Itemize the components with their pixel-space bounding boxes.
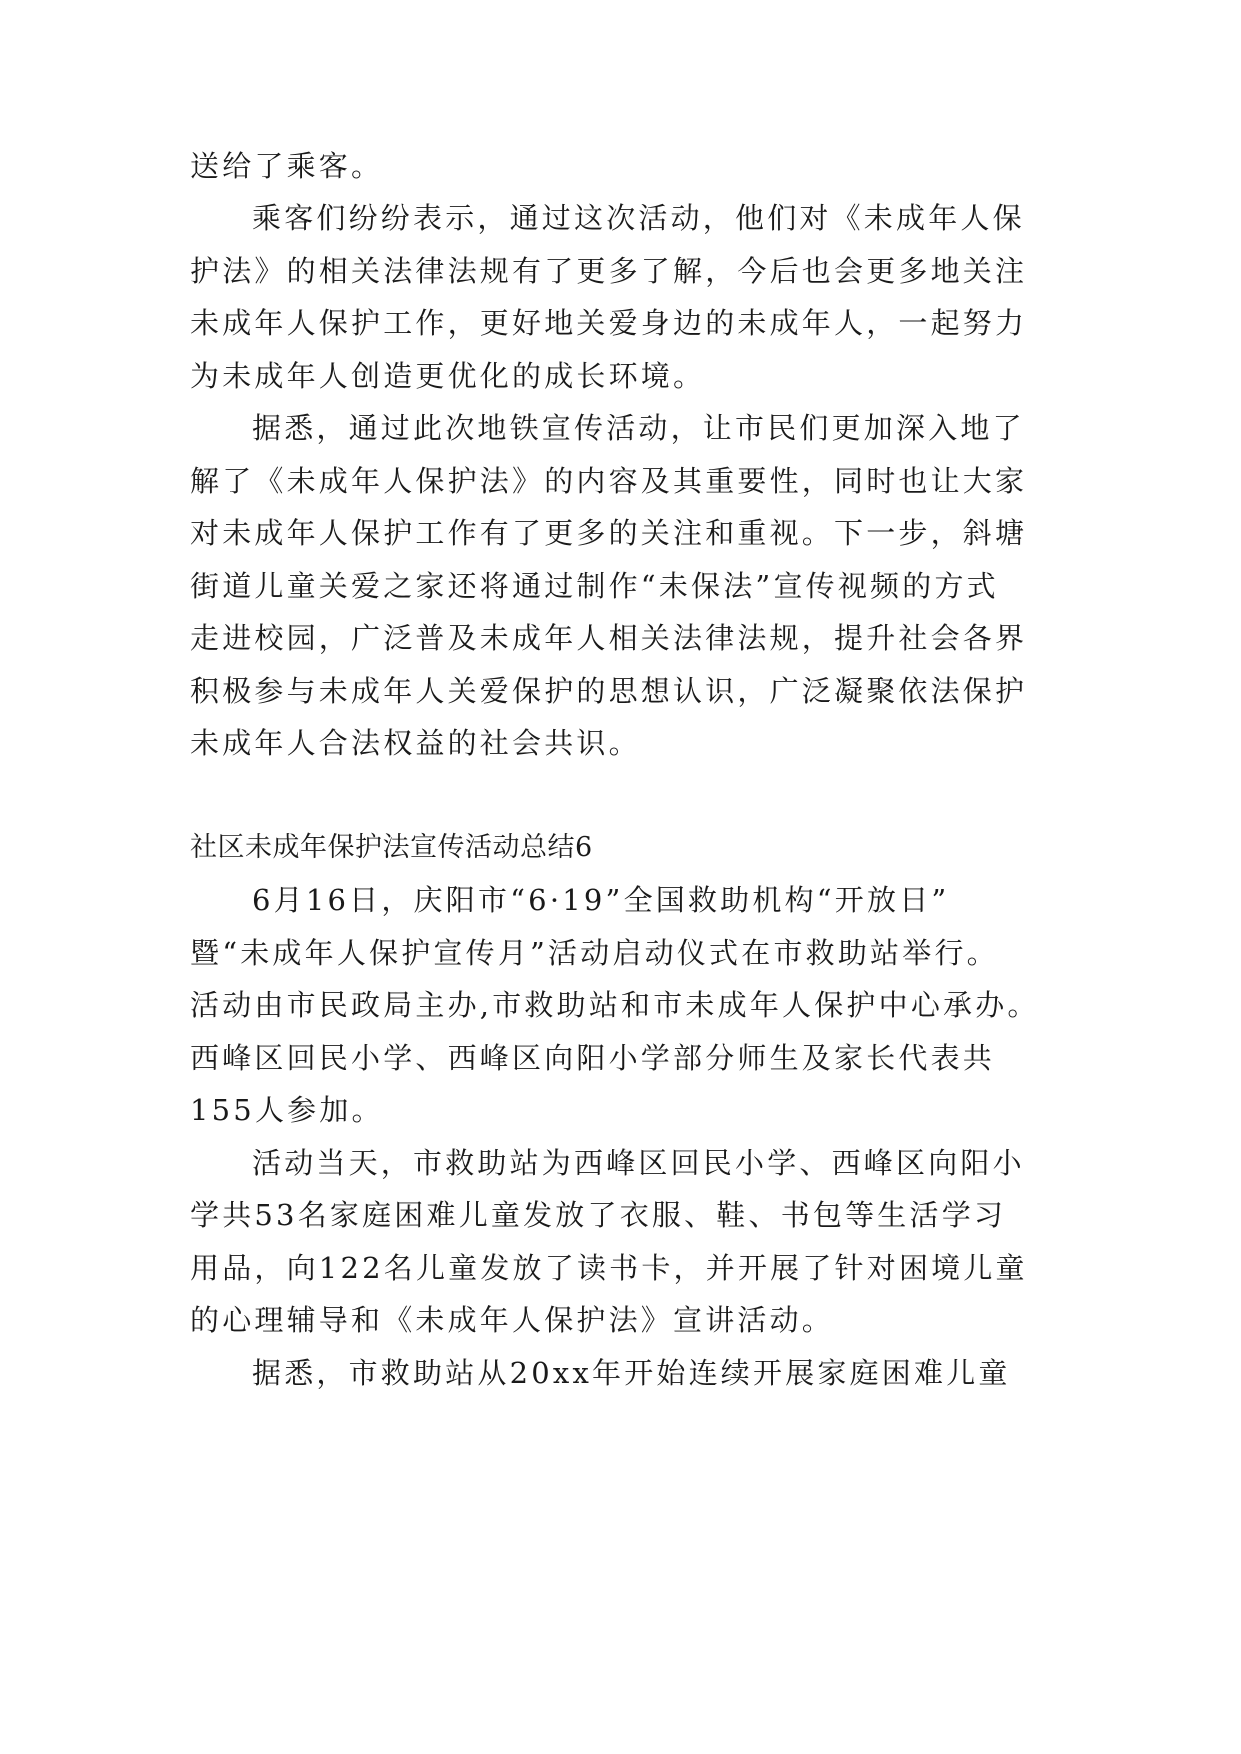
paragraph-line: 暨“未成年人保护宣传月”活动启动仪式在市救助站举行。: [190, 936, 999, 970]
paragraph-line: 的心理辅导和《未成年人保护法》宣讲活动。: [190, 1303, 835, 1337]
paragraph-line: 解了《未成年人保护法》的内容及其重要性，同时也让大家: [190, 464, 1028, 498]
paragraph-line: 据悉，通过此次地铁宣传活动，让市民们更加深入地了: [252, 411, 1025, 445]
paragraph-line: 街道儿童关爱之家还将通过制作“未保法”宣传视频的方式: [190, 569, 999, 603]
paragraph-line: 对未成年人保护工作有了更多的关注和重视。下一步，斜塘: [190, 516, 1028, 550]
paragraph-line: 走进校园，广泛普及未成年人相关法律法规，提升社会各界: [190, 621, 1028, 655]
paragraph-line: 为未成年人创造更优化的成长环境。: [190, 359, 706, 393]
paragraph-line: 据悉，市救助站从20xx年开始连续开展家庭困难儿童: [252, 1356, 1011, 1390]
paragraph-line: 积极参与未成年人关爱保护的思想认识，广泛凝聚依法保护: [190, 674, 1028, 708]
paragraph-line: 乘客们纷纷表示，通过这次活动，他们对《未成年人保: [252, 201, 1025, 235]
paragraph-line: 155人参加。: [190, 1093, 384, 1127]
paragraph-line: 未成年人保护工作，更好地关爱身边的未成年人，一起努力: [190, 306, 1028, 340]
paragraph-line: 护法》的相关法律法规有了更多了解，今后也会更多地关注: [190, 254, 1028, 288]
paragraph-line: 活动当天，市救助站为西峰区回民小学、西峰区向阳小: [252, 1146, 1025, 1180]
paragraph-line: 未成年人合法权益的社会共识。: [190, 726, 641, 760]
paragraph-line: 6月16日，庆阳市“6·19”全国救助机构“开放日”: [252, 883, 950, 917]
paragraph-line: 西峰区回民小学、西峰区向阳小学部分师生及家长代表共: [190, 1041, 996, 1075]
paragraph-line: 活动由市民政局主办,市救助站和市未成年人保护中心承办。: [190, 988, 1040, 1022]
section-heading: 社区未成年保护法宣传活动总结6: [190, 832, 593, 863]
paragraph-line: 用品，向122名儿童发放了读书卡，并开展了针对困境儿童: [190, 1251, 1028, 1285]
paragraph-line: 送给了乘客。: [190, 149, 384, 183]
paragraph-line: 学共53名家庭困难儿童发放了衣服、鞋、书包等生活学习: [190, 1198, 1007, 1232]
